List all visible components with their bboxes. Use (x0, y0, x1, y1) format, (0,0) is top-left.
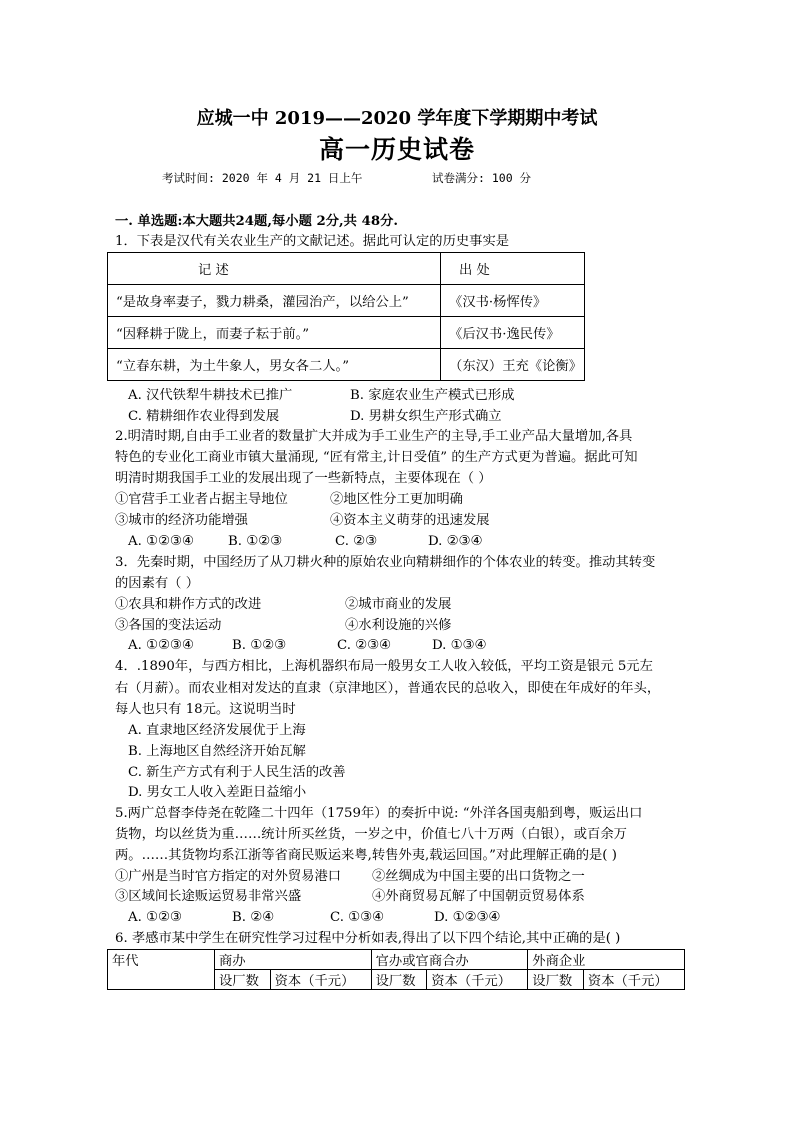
table-cell: “立春东耕，为土牛象人，男女各二人。” (108, 349, 441, 381)
question-3-option-b: B. ①②③ (232, 638, 286, 653)
exam-time: 考试时间: 2020 年 4 月 21 日上午 (162, 171, 363, 185)
question-2-line: 明清时期我国手工业的发展出现了一些新特点，主要体现在（ ） (115, 471, 492, 486)
question-1-option-d: D. 男耕女织生产形式确立 (350, 409, 502, 424)
table-header-cell: 商办 (215, 950, 372, 970)
question-3-item: ②城市商业的发展 (345, 597, 452, 612)
question-4-line: 每人也只有 18元。这说明当时 (115, 702, 296, 717)
question-2-item: ④资本主义萌芽的迅速发展 (330, 513, 490, 528)
question-5-option-b: B. ②④ (232, 910, 275, 925)
table-row (108, 317, 585, 349)
table-header-row (108, 950, 685, 970)
question-1-option-b: B. 家庭农业生产模式已形成 (350, 388, 515, 403)
table-header-cell: 出 处 (441, 253, 585, 285)
question-2-option-b: B. ①②③ (228, 534, 282, 549)
question-3-line: 3．先秦时期，中国经历了从刀耕火种的原始农业向精耕细作的个体农业的转变。推动其转变 (115, 555, 656, 570)
table-header-cell: 设厂数 (371, 970, 427, 990)
question-2-option-c: C. ②③ (335, 534, 377, 549)
question-5-item: ③区域间长途贩运贸易非常兴盛 (115, 889, 302, 904)
question-5-item: ①广州是当时官方指定的对外贸易港口 (115, 869, 342, 884)
question-2-option-d: D. ②③④ (428, 534, 483, 549)
question-2-item: ②地区性分工更加明确 (330, 492, 463, 507)
question-4-option-d: D. 男女工人收入差距日益缩小 (128, 785, 307, 800)
question-4-option-a: A. 直隶地区经济发展优于上海 (128, 723, 306, 738)
question-1-table (107, 252, 585, 381)
question-3-option-a: A. ①②③④ (128, 638, 194, 653)
table-cell: “是故身率妻子，戮力耕桑，灌园治产，以给公上” (108, 285, 441, 317)
table-header-cell: 资本（千元） (270, 970, 371, 990)
question-3-option-c: C. ②③④ (337, 638, 391, 653)
full-score: 试卷满分: 100 分 (432, 171, 532, 185)
question-4-option-b: B. 上海地区自然经济开始瓦解 (128, 744, 306, 759)
section-heading: 一. 单选题:本大题共24题,每小题 2分,共 48分. (115, 214, 399, 229)
table-header-cell: 设厂数 (528, 970, 584, 990)
question-1-option-a: A. 汉代铁犁牛耕技术已推广 (128, 388, 293, 403)
question-3-item: ③各国的变法运动 (115, 618, 222, 633)
question-5-item: ②丝绸成为中国主要的出口货物之一 (372, 869, 585, 884)
question-2-item: ①官营手工业者占据主导地位 (115, 492, 288, 507)
question-2-line: 2.明清时期,自由手工业者的数量扩大并成为手工业生产的主导,手工业产品大量增加,各具 (115, 429, 633, 444)
question-3-line: 的因素有（ ） (115, 576, 200, 591)
question-5-item: ④外商贸易瓦解了中国朝贡贸易体系 (372, 889, 585, 904)
question-5-line: 5.两广总督李侍尧在乾隆二十四年（1759年）的奏折中说: “外洋各国夷船到粤，贩运出口 (115, 806, 643, 821)
table-cell: 《汉书·杨恽传》 (441, 285, 585, 317)
question-5-line: 两。……其货物均系江浙等省商民贩运来粤,转售外夷,载运回国。”对此理解正确的是( ) (115, 848, 617, 863)
table-row (108, 285, 585, 317)
question-3-option-d: D. ①③④ (432, 638, 487, 653)
question-5-option-d: D. ①②③④ (434, 910, 501, 925)
question-1-option-c: C. 精耕细作农业得到发展 (128, 409, 280, 424)
table-header-cell: 外商企业 (528, 950, 685, 970)
table-header-cell: 记 述 (108, 253, 441, 285)
question-2-option-a: A. ①②③④ (128, 534, 194, 549)
table-header-cell: 官办或官商合办 (371, 950, 528, 970)
table-row (108, 349, 585, 381)
question-5-option-c: C. ①③④ (330, 910, 384, 925)
question-1-stem: 1．下表是汉代有关农业生产的文献记述。据此可认定的历史事实是 (115, 234, 510, 249)
question-5-option-a: A. ①②③ (128, 910, 182, 925)
question-2-item: ③城市的经济功能增强 (115, 513, 248, 528)
table-cell: （东汉）王充《论衡》 (441, 349, 585, 381)
table-header-cell: 年代 (108, 950, 215, 990)
question-3-item: ①农具和耕作方式的改进 (115, 597, 262, 612)
exam-title: 应城一中 2019——2020 学年度下学期期中考试 (196, 108, 598, 129)
question-3-item: ④水利设施的兴修 (345, 618, 452, 633)
table-cell: “因释耕于陇上，而妻子耘于前。” (108, 317, 441, 349)
table-header-cell: 资本（千元） (583, 970, 684, 990)
question-4-option-c: C. 新生产方式有利于人民生活的改善 (128, 765, 346, 780)
question-5-line: 货物，均以丝货为重……统计所买丝货，一岁之中，价值七八十万两（白银），或百余万 (115, 827, 627, 842)
question-2-line: 特色的专业化工商业市镇大量涌现, “匠有常主,计日受值” 的生产方式更为普遍。据此可知 (115, 450, 638, 465)
question-4-line: 右（月薪）。而农业相对发达的直隶（京津地区），普通农民的总收入，即使在年成好的年头， (115, 681, 661, 696)
exam-subtitle: 高一历史试卷 (318, 135, 475, 164)
question-6-table (107, 949, 685, 990)
table-header-cell: 设厂数 (215, 970, 271, 990)
table-header-row (108, 253, 585, 285)
table-header-cell: 资本（千元） (427, 970, 528, 990)
question-6-stem: 6. 孝感市某中学生在研究性学习过程中分析如表,得出了以下四个结论,其中正确的是( ) (115, 931, 621, 946)
table-cell: 《后汉书·逸民传》 (441, 317, 585, 349)
question-4-line: 4．.1890年，与西方相比，上海机器织布局一般男女工人收入较低，平均工资是银元 5元左 (115, 659, 653, 674)
